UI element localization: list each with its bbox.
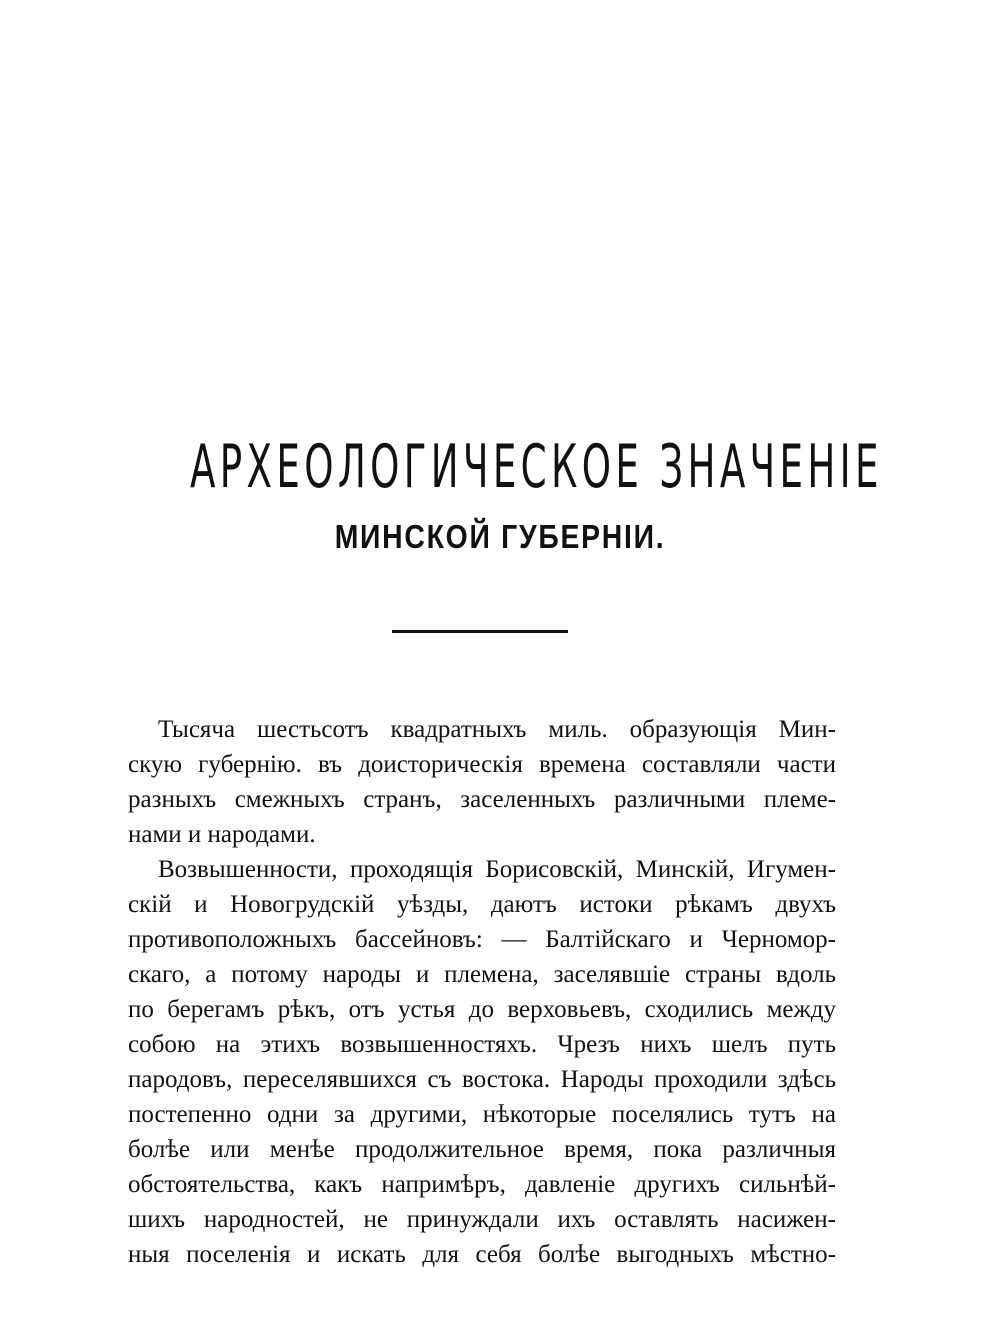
text-line: скую губернію. въ доисторическія времена составляли части: [128, 751, 836, 778]
text-line: пародовъ, переселявшихся съ востока. Народы проходили здѣсь: [128, 1066, 836, 1093]
text-line: шихъ народностей, не принуждали ихъ оставлять насижен-: [128, 1206, 836, 1233]
paragraph-1: [128, 712, 836, 852]
title-divider: [392, 630, 568, 633]
text-line: ныя поселенія и искать для себя болѣе выгодныхъ мѣстно-: [128, 1241, 836, 1268]
text-line: Тысяча шестьсотъ квадратныхъ миль. образующія Мин-: [158, 716, 836, 743]
text-line: скаго, а потому народы и племена, заселявшіе страны вдоль: [128, 961, 836, 988]
page-subtitle: МИНСКОЙ ГУБЕРНІИ.: [334, 518, 666, 555]
page-title: АРХЕОЛОГИЧЕСКОЕ ЗНАЧЕНІЕ: [190, 432, 883, 502]
text-line: постепенно одни за другими, нѣкоторые поселялись тутъ на: [128, 1101, 836, 1128]
text-line: собою на этихъ возвышенностяхъ. Чрезъ нихъ шелъ путь: [128, 1031, 836, 1058]
text-line: противоположныхъ бассейновъ: — Балтійскаго и Черномор-: [128, 926, 836, 953]
body-text: [128, 712, 836, 1272]
text-line: по берегамъ рѣкъ, отъ устья до верховьевъ, сходились между: [128, 996, 836, 1023]
text-line: нами и народами.: [128, 821, 316, 848]
paragraph-2: [128, 852, 836, 1272]
text-line: скій и Новогрудскій уѣзды, даютъ истоки рѣкамъ двухъ: [128, 891, 836, 918]
text-line: разныхъ смежныхъ странъ, заселенныхъ различными племе-: [128, 786, 836, 813]
text-line: обстоятельства, какъ напримѣръ, давленіе другихъ сильнѣй-: [128, 1171, 836, 1198]
text-line: болѣе или менѣе продолжительное время, пока различныя: [128, 1136, 836, 1163]
text-line: Возвышенности, проходящія Борисовскій, Минскій, Игумен-: [158, 856, 836, 883]
